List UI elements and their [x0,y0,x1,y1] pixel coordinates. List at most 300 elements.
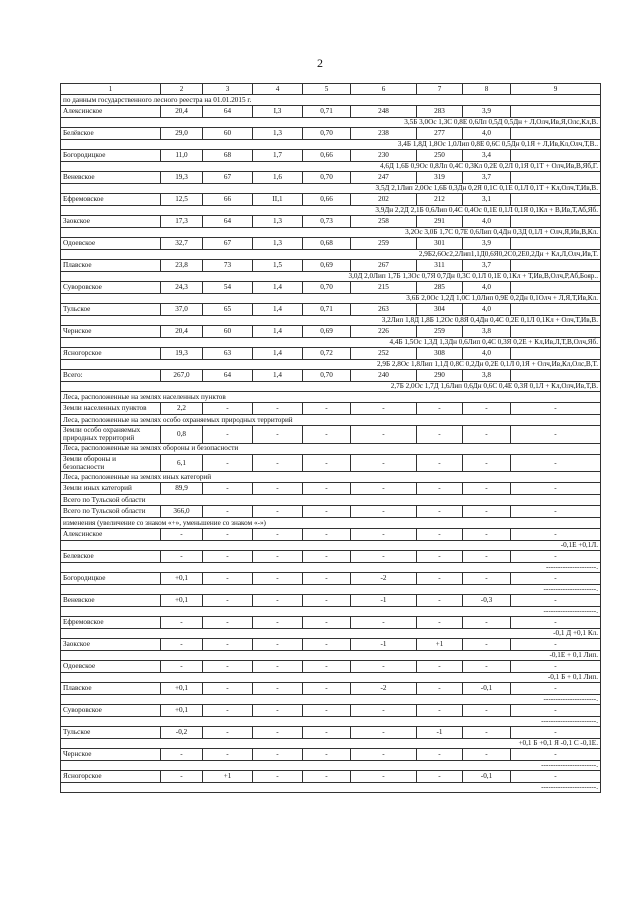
district-row [61,348,601,360]
value-cell: - [463,403,511,415]
value-cell: 3,9 [463,106,511,118]
value-cell: 3,4 [463,150,511,162]
value-cell: - [511,727,601,739]
change-row [61,639,601,651]
value-cell: - [511,595,601,607]
value-cell: 247 [351,172,417,184]
district-name: Алексинское [61,529,161,541]
value-cell: - [417,454,463,472]
header-row [61,84,601,95]
value-cell: - [463,727,511,739]
value-cell: - [463,506,511,518]
species-change: ----------------------. [61,585,601,595]
value-cell [511,150,601,162]
header-cell: 9 [511,84,601,95]
value-cell: - [303,705,351,717]
value-cell: - [417,705,463,717]
value-cell: - [303,771,351,783]
value-cell: 23,8 [161,260,203,272]
value-cell: - [303,506,351,518]
value-cell: 263 [351,304,417,316]
value-cell: - [463,705,511,717]
value-cell: -0,1 [463,683,511,695]
value-cell: - [351,705,417,717]
district-name: Тульское [61,304,161,316]
district-name: Плавское [61,260,161,272]
species-composition: 3,2Лип 1,8Д 1,8Б 1,2Ос 0,8Я 0,4Дн 0,4С 0,2Е 0,1Л 0,1Кл + Олч,Т,Ив,В. [61,316,601,326]
change-row [61,683,601,695]
value-cell: - [511,617,601,629]
species-row [61,338,601,348]
change-species-row [61,651,601,661]
value-cell: - [417,617,463,629]
value-cell: - [351,727,417,739]
category-row [61,506,601,518]
value-cell: 267 [351,260,417,272]
value-cell: - [417,529,463,541]
value-cell [511,106,601,118]
section-title: Леса, расположенные на землях особо охраняемых природных территорий [61,415,601,426]
value-cell: - [417,551,463,563]
value-cell: - [351,426,417,444]
value-cell: 29,0 [161,128,203,140]
value-cell: - [417,403,463,415]
value-cell: 267,0 [161,370,203,382]
value-cell: - [253,529,303,541]
value-cell: 0,72 [303,348,351,360]
value-cell: - [303,483,351,495]
value-cell [511,348,601,360]
species-row [61,184,601,194]
value-cell: - [511,749,601,761]
value-cell: - [303,749,351,761]
value-cell: 24,3 [161,282,203,294]
change-row [61,661,601,673]
species-composition: 3,9Дн 2,2Д 2,1Б 0,6Лип 0,4С 0,4Ос 0,1Е 0,1Л 0,1Я 0,1Кл + В,Ив,Т,Аб,Яб. [61,206,601,216]
change-species-row [61,585,601,595]
value-cell: 37,0 [161,304,203,316]
value-cell: 20,4 [161,106,203,118]
species-composition: 3,6Б 2,0Ос 1,2Д 1,0С 1,0Лип 0,9Е 0,2Дн 0,1Олч + Л,Я,Т,Ив,Кл. [61,294,601,304]
value-cell: - [161,661,203,673]
value-cell: - [161,529,203,541]
value-cell: - [417,506,463,518]
species-composition: 4,4Б 1,5Ос 1,3Д 1,3Дн 0,6Лип 0,4С 0,3Я 0,2Е + Кл,Ив,Л,Т,В,Олч,Яб. [61,338,601,348]
district-name: Чернское [61,326,161,338]
value-cell: 311 [417,260,463,272]
value-cell: 67 [203,172,253,184]
value-cell: 0,70 [303,282,351,294]
species-composition: 3,0Д 2,0Лип 1,7Б 1,3Ос 0,7Я 0,7Дн 0,3С 0,1Л 0,1Е 0,1Кл + Т,Ив,В,Олч,Р,Аб,Бояр.. [61,272,601,282]
value-cell: - [253,771,303,783]
value-cell: - [463,483,511,495]
forest-statistics-table [60,83,601,793]
value-cell: - [351,403,417,415]
value-cell: 3,1 [463,194,511,206]
species-row [61,140,601,150]
district-row [61,370,601,382]
value-cell: - [417,573,463,585]
value-cell: -0,2 [161,727,203,739]
district-name: Заокское [61,216,161,228]
value-cell: 60 [203,128,253,140]
value-cell: -1 [351,639,417,651]
value-cell: 1,5 [253,260,303,272]
value-cell: - [303,426,351,444]
value-cell: 0,69 [303,260,351,272]
value-cell: -0,1 [463,771,511,783]
value-cell [511,216,601,228]
value-cell: -1 [417,727,463,739]
species-row [61,272,601,282]
value-cell: - [463,529,511,541]
district-row [61,282,601,294]
value-cell: 0,71 [303,106,351,118]
change-row [61,705,601,717]
district-name: Одоевское [61,661,161,673]
district-name: Алексинское [61,106,161,118]
value-cell: 3,7 [463,260,511,272]
value-cell: - [463,426,511,444]
value-cell: - [253,483,303,495]
section-row [61,518,601,529]
species-row [61,250,601,260]
header-cell: 2 [161,84,203,95]
category-label: Земли населенных пунктов [61,403,161,415]
value-cell [511,370,601,382]
value-cell: - [511,426,601,444]
value-cell: - [253,573,303,585]
change-species-row [61,717,601,727]
value-cell: - [161,551,203,563]
value-cell [511,326,601,338]
category-row [61,426,601,444]
value-cell: - [253,403,303,415]
value-cell: - [417,426,463,444]
value-cell: 0,66 [303,150,351,162]
value-cell: 308 [417,348,463,360]
value-cell: - [203,426,253,444]
value-cell: - [161,617,203,629]
value-cell: - [511,454,601,472]
value-cell: - [417,683,463,695]
value-cell: 3,8 [463,370,511,382]
district-row [61,194,601,206]
value-cell: 2,2 [161,403,203,415]
species-row [61,360,601,370]
header-cell: 3 [203,84,253,95]
district-row [61,216,601,228]
value-cell: 1,3 [253,238,303,250]
change-row [61,727,601,739]
value-cell: 301 [417,238,463,250]
value-cell: 1,6 [253,172,303,184]
district-row [61,238,601,250]
value-cell: 259 [417,326,463,338]
change-row [61,617,601,629]
value-cell: 20,4 [161,326,203,338]
species-change: ---------------------. [61,563,601,573]
value-cell: - [511,551,601,563]
section-title: по данным государственного лесного реестра на 01.01.2015 г. [61,95,601,106]
value-cell: 6,1 [161,454,203,472]
value-cell: - [511,683,601,695]
value-cell: 4,0 [463,216,511,228]
header-cell: 6 [351,84,417,95]
value-cell: 285 [417,282,463,294]
value-cell: - [511,771,601,783]
species-composition: 4,6Д 1,6Б 0,9Ос 0,8Лп 0,4С 0,3Кл 0,2Е 0,2Л 0,1Я 0,1Т + Олч,Ив,В,Яб,Г. [61,162,601,172]
value-cell: 0,71 [303,304,351,316]
value-cell: - [253,749,303,761]
header-cell: 8 [463,84,511,95]
category-row [61,454,601,472]
value-cell: 3,7 [463,172,511,184]
value-cell: 1,4 [253,326,303,338]
value-cell: 0,70 [303,128,351,140]
value-cell: - [303,727,351,739]
district-row [61,150,601,162]
value-cell: - [303,551,351,563]
value-cell: - [203,639,253,651]
value-cell: 1,4 [253,282,303,294]
value-cell: - [303,454,351,472]
value-cell: 240 [351,370,417,382]
species-change: -----------------------. [61,761,601,771]
district-name: Белевское [61,551,161,563]
value-cell: - [253,551,303,563]
value-cell: - [511,661,601,673]
district-name: Богородицкое [61,573,161,585]
value-cell: - [417,661,463,673]
value-cell: +1 [417,639,463,651]
species-change: ----------------------. [61,695,601,705]
district-row [61,172,601,184]
district-name: Веневское [61,172,161,184]
value-cell: - [511,529,601,541]
category-label: Земли обороны и безопасности [61,454,161,472]
species-change: -----------------------. [61,783,601,793]
district-name: Богородицкое [61,150,161,162]
district-row [61,304,601,316]
value-cell: 1,4 [253,370,303,382]
value-cell: - [511,506,601,518]
change-row [61,771,601,783]
value-cell [511,128,601,140]
value-cell: 0,70 [303,172,351,184]
value-cell: - [203,661,253,673]
value-cell: 64 [203,106,253,118]
value-cell: - [511,483,601,495]
value-cell: 89,9 [161,483,203,495]
value-cell: - [303,639,351,651]
value-cell: 290 [417,370,463,382]
category-row [61,483,601,495]
section-title: Леса, расположенные на землях обороны и безопасности [61,443,601,454]
value-cell: 4,0 [463,348,511,360]
value-cell: 3,9 [463,238,511,250]
value-cell: - [253,727,303,739]
value-cell: +0,1 [161,683,203,695]
district-row [61,326,601,338]
value-cell: 250 [417,150,463,162]
value-cell: 3,8 [463,326,511,338]
district-name: Одоевское [61,238,161,250]
header-cell: 5 [303,84,351,95]
species-change: -0,1Е +0,1Л. [61,541,601,551]
district-name: Суворовское [61,282,161,294]
section-row [61,95,601,106]
value-cell: 32,7 [161,238,203,250]
category-label: Всего по Тульской области [61,506,161,518]
value-cell: I,3 [253,106,303,118]
change-row [61,573,601,585]
category-label: Земли особо охраняемых природных территорий [61,426,161,444]
species-composition: 3,2Ос 3,0Б 1,7С 0,7Е 0,6Лип 0,4Дн 0,3Д 0,1Л + Олч,Я,Ив,В,Кл. [61,228,601,238]
value-cell: - [253,454,303,472]
value-cell: - [203,573,253,585]
category-label: Земли иных категорий [61,483,161,495]
value-cell: II,1 [253,194,303,206]
value-cell: 73 [203,260,253,272]
value-cell: - [463,551,511,563]
value-cell: 248 [351,106,417,118]
value-cell [511,172,601,184]
value-cell: - [463,454,511,472]
district-name: Веневское [61,595,161,607]
value-cell: -1 [351,595,417,607]
value-cell [511,260,601,272]
value-cell: - [303,403,351,415]
value-cell: - [511,639,601,651]
value-cell: - [303,617,351,629]
species-change: -----------------------. [61,717,601,727]
value-cell: 0,66 [303,194,351,206]
value-cell: - [203,403,253,415]
value-cell: -2 [351,683,417,695]
value-cell: - [511,403,601,415]
change-row [61,595,601,607]
value-cell: - [511,705,601,717]
section-title: изменения (увеличение со знаком «+», уменьшение со знаком «-») [61,518,601,529]
species-composition: 2,9Б2,6Ос2,2Лип1,1Д0,6Я0,2С0,2Е0,2Дн + Кл,Л,Олч,Ив,Т. [61,250,601,260]
district-name: Плавское [61,683,161,695]
value-cell: - [351,617,417,629]
value-cell [511,282,601,294]
change-species-row [61,629,601,639]
value-cell: - [253,705,303,717]
value-cell: - [253,617,303,629]
value-cell: - [161,639,203,651]
value-cell: -0,3 [463,595,511,607]
value-cell: 1,4 [253,348,303,360]
change-row [61,749,601,761]
district-name: Ясногорское [61,348,161,360]
value-cell: 19,3 [161,172,203,184]
value-cell: - [303,683,351,695]
species-composition: 3,4Б 1,8Д 1,8Ос 1,0Лип 0,8Е 0,6С 0,5Дн 0,1Я + Л,Ив,Кл,Олч,Т,В.. [61,140,601,150]
value-cell: - [351,529,417,541]
species-row [61,382,601,392]
value-cell: - [351,661,417,673]
section-row [61,472,601,483]
species-composition: 2,9Б 2,8Ос 1,8Лип 1,1Д 0,8С 0,2Дн 0,2Е 0,1Л 0,1Я + Олч,Ив,Кл,Олс,В,Т. [61,360,601,370]
value-cell: - [161,771,203,783]
species-change: -0,1Е + 0,1 Лип. [61,651,601,661]
value-cell: - [351,749,417,761]
species-change: -0,1 Б + 0,1 Лип. [61,673,601,683]
district-name: Тульское [61,727,161,739]
species-row [61,118,601,128]
value-cell: - [203,705,253,717]
species-composition: 3,5Б 3,0Ос 1,3С 0,8Е 0,6Лп 0,5Д 0,5Дн + Л,Олч,Ив,Я,Олс,Кл,В. [61,118,601,128]
species-row [61,316,601,326]
value-cell: - [253,595,303,607]
value-cell: - [351,506,417,518]
value-cell: 230 [351,150,417,162]
value-cell [511,304,601,316]
value-cell: 238 [351,128,417,140]
value-cell: 1,7 [253,150,303,162]
district-row [61,128,601,140]
district-name: Ясногорское [61,771,161,783]
value-cell: - [253,506,303,518]
value-cell: - [203,595,253,607]
value-cell: - [253,426,303,444]
section-row [61,443,601,454]
value-cell: - [203,683,253,695]
district-name: Суворовское [61,705,161,717]
district-name: Белёвское [61,128,161,140]
species-change: +0,1 Б +0,1 Я -0,1 С -0,1Е. [61,739,601,749]
value-cell: - [203,727,253,739]
value-cell: +0,1 [161,705,203,717]
value-cell: - [203,483,253,495]
value-cell [511,238,601,250]
section-title: Леса, расположенные на землях иных категорий [61,472,601,483]
value-cell: 366,0 [161,506,203,518]
page-number: 2 [317,56,323,70]
header-cell: 4 [253,84,303,95]
value-cell: 65 [203,304,253,316]
value-cell: 277 [417,128,463,140]
value-cell: 291 [417,216,463,228]
header-cell: 7 [417,84,463,95]
value-cell: +0,1 [161,595,203,607]
value-cell: - [161,749,203,761]
value-cell: - [417,483,463,495]
value-cell: -2 [351,573,417,585]
value-cell: - [463,639,511,651]
value-cell: 212 [417,194,463,206]
value-cell: 4,0 [463,282,511,294]
species-row [61,206,601,216]
value-cell: 64 [203,216,253,228]
value-cell: - [203,529,253,541]
species-composition: 2,7Б 2,0Ос 1,7Д 1,6Лип 0,6Дн 0,6С 0,4Е 0,3Я 0,1Л + Кл,Олч,Ив,Т,В. [61,382,601,392]
change-species-row [61,695,601,705]
value-cell: - [253,639,303,651]
district-name: Чернское [61,749,161,761]
section-row [61,392,601,403]
value-cell: 0,8 [161,426,203,444]
value-cell: 64 [203,370,253,382]
species-row [61,162,601,172]
district-name: Всего: [61,370,161,382]
value-cell: - [253,661,303,673]
value-cell: - [303,661,351,673]
header-cell: 1 [61,84,161,95]
